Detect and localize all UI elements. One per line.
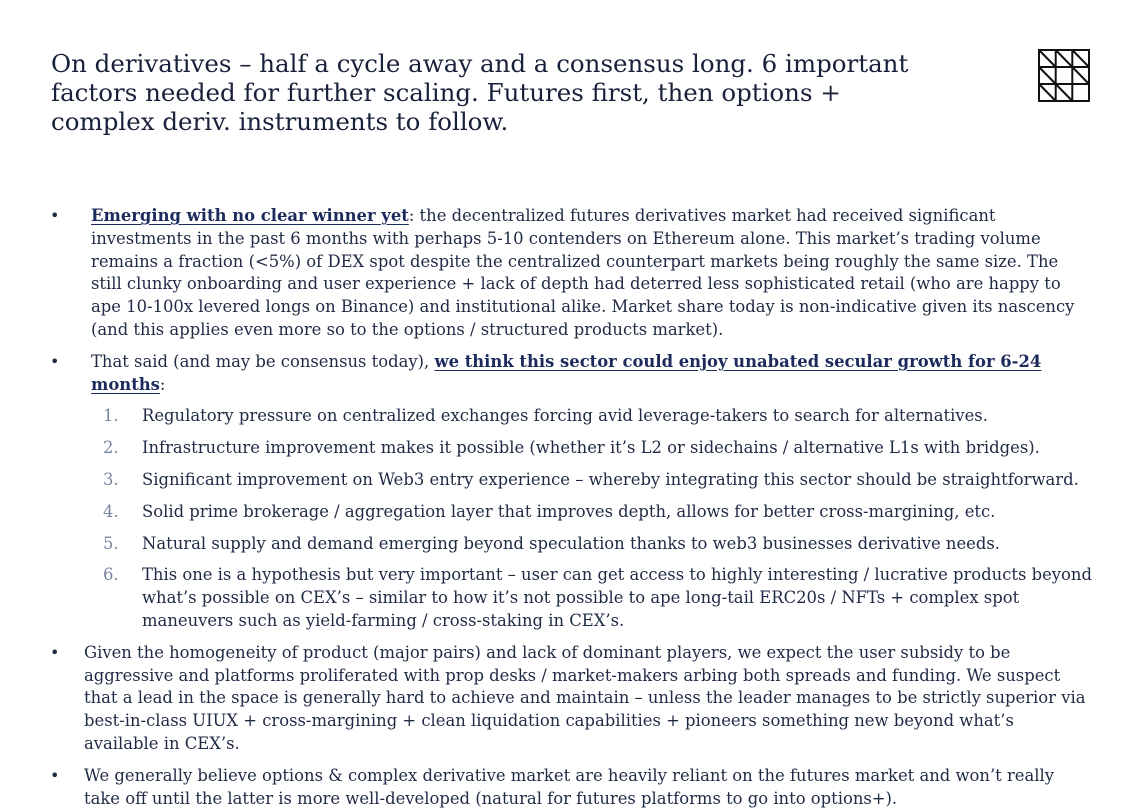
factor-item [0, 533, 1139, 556]
bullet-emerging [0, 205, 1139, 342]
grid-logo-icon [1038, 49, 1090, 102]
factor-text: Infrastructure improvement makes it possible (whether it’s L2 or sidechains / alternative L1s with bridges). [142, 438, 1040, 458]
factor-number: 5. [103, 533, 119, 553]
factor-text: Regulatory pressure on centralized exchanges forcing avid leverage-takers to search for alternatives. [142, 406, 988, 426]
page-title: On derivatives – half a cycle away and a consensus long. 6 important factors needed for further scaling. Futures first, then options + complex deriv. instruments to follow. [51, 49, 909, 136]
bullet-lead: we think this sector could enjoy unabated secular growth for 6-24 months [91, 351, 1042, 394]
factor-item [0, 501, 1139, 524]
factor-number: 3. [103, 469, 119, 489]
body-content [0, 205, 1139, 810]
factor-text: This one is a hypothesis but very important – user can get access to highly interesting / lucrative products beyond what’s possible on CEX’s – similar to how it’s not possible to ape long-tail ERC20s / NFTs + complex spot maneuvers such as yield-farming / cross-staking in CEX’s. [142, 565, 1092, 630]
bullet-text: Given the homogeneity of product (major pairs) and lack of dominant players, we expect the user subsidy to be aggressive and platforms proliferated with prop desks / market-makers arbing both spreads and funding. We suspect that a lead in the space is generally hard to achieve and maintain – unless the leader manages to be strictly superior via best-in-class UIUX + cross-margining + clean liquidation capabilities + pioneers something new beyond what’s available in CEX’s. [84, 642, 1086, 753]
factor-number: 2. [103, 438, 119, 458]
bullet-growth [0, 351, 1139, 397]
factor-item [0, 564, 1139, 632]
factor-number: 4. [103, 501, 119, 521]
factor-number: 1. [103, 406, 119, 426]
bullet-text [91, 205, 1091, 342]
bullet-dot: • [50, 642, 60, 662]
bullet-post: : [159, 374, 166, 394]
bullet-dot: • [50, 765, 60, 785]
factor-number: 6. [103, 565, 119, 585]
bullet-body: : the decentralized futures derivatives market had received significant investments in the past 6 months with perhaps 5-10 contenders on Ethereum alone. This market’s trading volume remains a fraction (<5%) of DEX spot despite the centralized counterpart markets being roughly the same size. The still clunky onboarding and user experience + lack of depth had deterred less sophisticated retail (who are happy to ape 10-100x levered longs on Binance) and institutional alike. Market share today is non-indicative given its nascency (and this applies even more so to the options / structured products market). [91, 206, 1075, 339]
factor-text: Solid prime brokerage / aggregation layer that improves depth, allows for better cross-margining, etc. [142, 501, 996, 521]
bullet-pre: That said (and may be consensus today), [91, 351, 435, 371]
factor-item [0, 405, 1139, 428]
bullet-dot: • [50, 351, 60, 371]
bullet-text: We generally believe options & complex derivative market are heavily reliant on the futures market and won’t really take off until the latter is more well-developed (natural for futures platforms to go into options+). [84, 765, 1054, 808]
bullet-dot: • [50, 206, 60, 225]
factor-text: Significant improvement on Web3 entry experience – whereby integrating this sector should be straightforward. [142, 469, 1079, 489]
bullet-lead: Emerging with no clear winner yet [91, 206, 409, 225]
factor-text: Natural supply and demand emerging beyond speculation thanks to web3 businesses derivative needs. [142, 533, 1000, 553]
factor-item [0, 437, 1139, 460]
bullet-options [0, 765, 1139, 810]
bullet-text [91, 351, 1091, 397]
bullet-homogeneity [0, 642, 1139, 756]
factor-item [0, 469, 1139, 492]
